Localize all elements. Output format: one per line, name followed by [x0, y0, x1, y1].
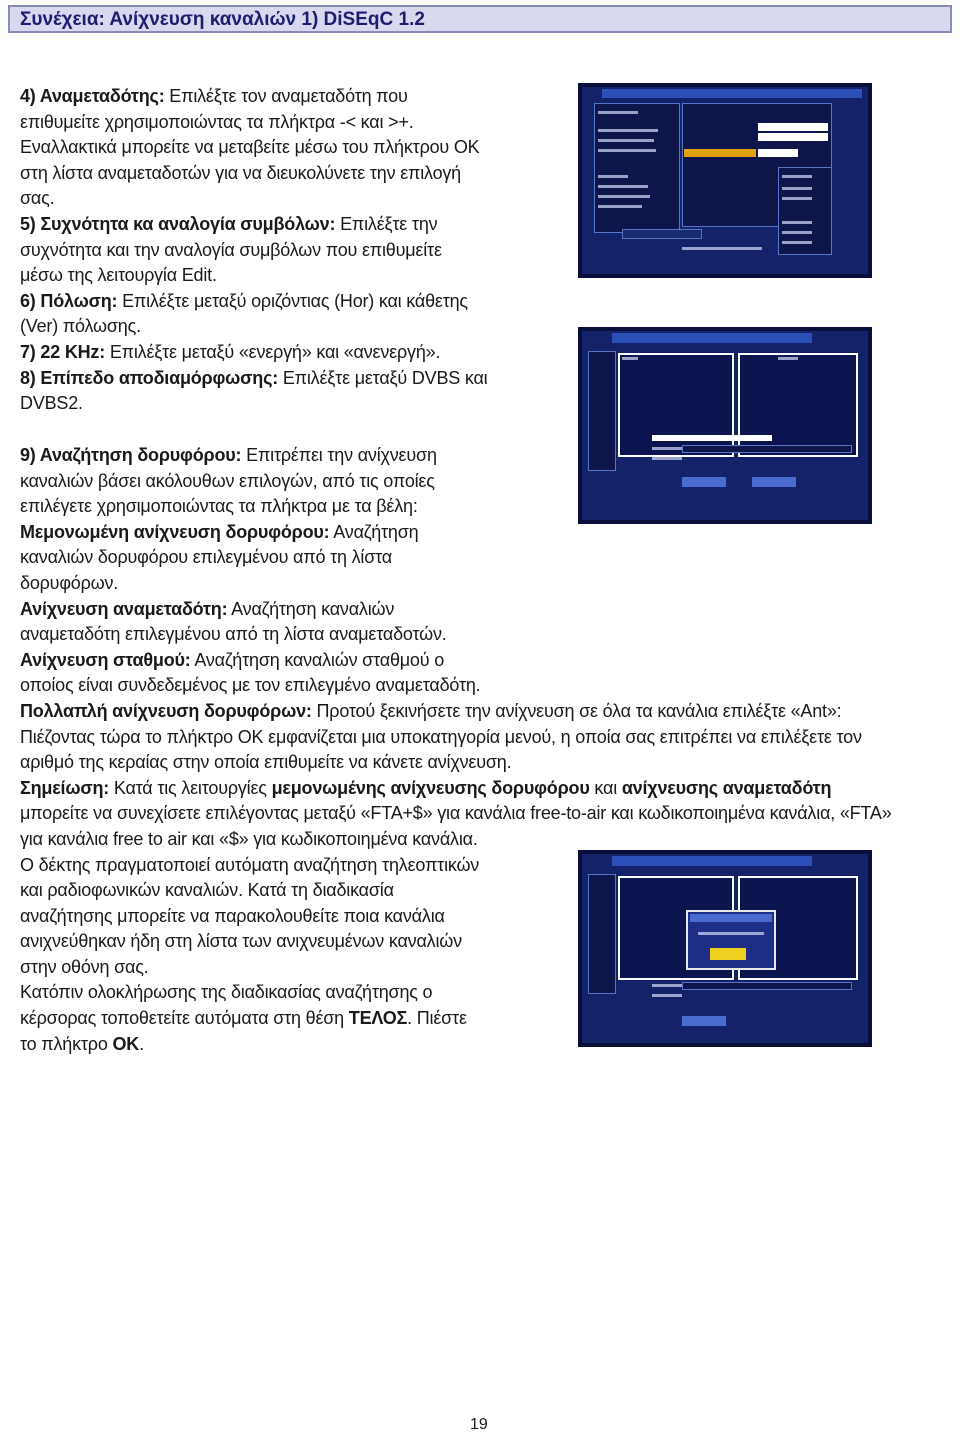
term-frequency: 5) Συχνότητα κα αναλογία συμβόλων: — [20, 213, 336, 234]
paragraph-transponder — [20, 84, 575, 110]
value-field — [758, 149, 798, 157]
term-note: Σημείωση: — [20, 777, 110, 798]
status-line — [652, 447, 682, 450]
text-line: κέρσορας τοποθετείτε αυτόματα στη θέση — [20, 1008, 349, 1029]
term-single-search-ref: μεμονωμένης ανίχνευσης δορυφόρου — [271, 777, 590, 798]
label-line — [622, 357, 638, 360]
text-line: Αναζήτηση — [329, 521, 419, 542]
term-multi-search: Πολλαπλή ανίχνευση δορυφόρων: — [20, 700, 312, 721]
term-22khz: 7) 22 KHz: — [20, 341, 106, 362]
title-bar — [612, 333, 812, 343]
value-field — [758, 133, 828, 141]
text-block-settings — [20, 84, 575, 417]
list-line — [782, 221, 812, 224]
tv-list-pane — [618, 353, 734, 457]
left-panel — [588, 351, 616, 471]
text-line: για κανάλια free to air και «$» για κωδικοποιημένα κανάλια. — [20, 828, 478, 849]
text-line: (Ver) πόλωσης. — [20, 316, 141, 337]
text-line: καναλιών βάσει ακόλουθων επιλογών, από τις οποίες — [20, 470, 435, 491]
text-line: Επιλέξτε μεταξύ οριζόντιας (Hor) και κάθετης — [117, 290, 468, 311]
label-line — [598, 129, 658, 132]
progress-bar — [682, 445, 852, 453]
term-satellite-search: 9) Αναζήτηση δορυφόρου: — [20, 445, 242, 465]
text-line: μέσω της λειτουργία Edit. — [20, 265, 217, 286]
hint-line — [682, 247, 762, 250]
text-line: DVBS2. — [20, 393, 83, 414]
text-line: Κατόπιν ολοκλήρωσης της διαδικασίας αναζήτησης ο — [20, 982, 433, 1003]
term-single-search: Μεμονωμένη ανίχνευση δορυφόρου: — [20, 521, 330, 542]
list-line — [782, 241, 812, 244]
radio-list-pane — [738, 353, 858, 457]
left-panel — [594, 103, 680, 233]
value-field — [758, 123, 828, 131]
list-line — [782, 187, 812, 190]
term-tp-search-ref: ανίχνευσης αναμεταδότη — [621, 777, 832, 798]
page-title: Συνέχεια: Ανίχνευση καναλιών 1) DiSEqC 1.2 — [20, 9, 425, 30]
status-line — [652, 457, 682, 460]
text-line: Εναλλακτικά μπορείτε να μεταβείτε μέσω του πλήκτρου ΟΚ — [20, 137, 480, 158]
text-line: Ο δέκτης πραγματοποιεί αυτόματη αναζήτηση τηλεοπτικών — [20, 854, 480, 875]
term-polarization: 6) Πόλωση: — [20, 290, 118, 311]
text-line: σας. — [20, 188, 55, 209]
signal-bar — [622, 229, 702, 239]
text-line: αναζήτησης μπορείτε να παρακολουθείτε ποια κανάλια — [20, 905, 445, 926]
paragraph-tp-search — [20, 597, 950, 623]
text-line: Προτού ξεκινήσετε την ανίχνευση σε όλα τα κανάλια επιλέξτε «Ant»: — [311, 700, 842, 721]
text-line: δορυφόρων. — [20, 572, 119, 593]
text-line: Αναζήτηση καναλιών σταθμού ο — [190, 649, 445, 670]
progress-row — [652, 435, 772, 441]
text-line: Κατά τις λειτουργίες — [109, 777, 272, 798]
text-line: Επιτρέπει την ανίχνευση — [241, 445, 437, 465]
text-line: Επιλέξτε μεταξύ DVBS και — [278, 367, 488, 388]
text-line: και ραδιοφωνικών καναλιών. Κατά τη διαδικασία — [20, 880, 394, 901]
dialog-message — [698, 932, 764, 935]
dialog-title — [690, 914, 772, 922]
text-line: στη λίστα αναμεταδοτών για να διευκολύνετε την επιλογή — [20, 162, 461, 183]
text-line: μπορείτε να συνεχίσετε επιλέγοντας μεταξύ «FTA+$» για κανάλια free-to-air και κωδικοποιημένα κανάλια, «FTA» — [20, 803, 892, 824]
text-line: το πλήκτρο — [20, 1033, 113, 1054]
list-line — [782, 175, 812, 178]
text-line: στην οθόνη σας. — [20, 956, 149, 977]
screenshot-search-progress — [578, 327, 872, 524]
term-end: ΤΕΛΟΣ — [348, 1008, 408, 1029]
text-line: και — [589, 777, 622, 798]
paragraph-note — [20, 776, 950, 802]
list-line — [782, 231, 812, 234]
text-line: Επιλέξτε τον αναμεταδότη που — [164, 86, 408, 106]
text-line: επιθυμείτε χρησιμοποιώντας τα πλήκτρα -< και >+. — [20, 111, 414, 132]
text-line: Πιέζοντας τώρα το πλήκτρο ΟΚ εμφανίζεται μια υποκατηγορία μενού, η οποία σας επιτρέπει να επιλέξετε τον — [20, 726, 862, 747]
text-line: ανιχνεύθηκαν ήδη στη λίστα των ανιχνευμένων καναλιών — [20, 931, 462, 952]
list-line — [782, 197, 812, 200]
title-bar — [602, 89, 862, 98]
text-line: επιλέγετε χρησιμοποιώντας τα πλήκτρα με τα βέλη: — [20, 496, 418, 517]
cancel-button — [752, 477, 796, 487]
text-line: οποίος είναι συνδεδεμένος με τον επιλεγμένο αναμεταδότη. — [20, 675, 481, 696]
screen-frame — [582, 854, 868, 1043]
status-line — [652, 984, 682, 987]
text-line: καναλιών δορυφόρου επιλεγμένου από τη λίστα — [20, 547, 392, 568]
paragraph-station-search — [20, 648, 950, 674]
text-line: Αναζήτηση καναλιών — [227, 598, 395, 619]
text-line: . — [139, 1033, 144, 1054]
label-line — [598, 205, 642, 208]
left-panel — [588, 874, 616, 994]
label-line — [778, 357, 798, 360]
selected-row — [684, 149, 756, 157]
paragraph-22khz — [20, 340, 575, 366]
text-line: αριθμό της κεραίας στην οποία επιθυμείτε να κάνετε ανίχνευση. — [20, 752, 512, 773]
text-line: αναμεταδότη επιλεγμένου από τη λίστα αναμεταδοτών. — [20, 624, 447, 645]
text-line: συχνότητα και την αναλογία συμβόλων που επιθυμείτε — [20, 239, 442, 260]
paragraph-multi-search — [20, 699, 950, 725]
text-line: Επιλέξτε μεταξύ «ενεργή» και «ανενεργή». — [105, 341, 441, 362]
status-line — [652, 994, 682, 997]
text-line: Επιλέξτε την — [335, 213, 438, 234]
label-line — [598, 149, 656, 152]
next-button — [682, 1016, 726, 1026]
term-transponder: 4) Αναμεταδότης: — [20, 86, 165, 106]
screenshot-search-complete — [578, 850, 872, 1047]
paragraph-polarization — [20, 289, 575, 315]
dialog-ok-button — [710, 948, 746, 960]
label-line — [598, 175, 628, 178]
screen-frame — [582, 87, 868, 274]
label-line — [598, 111, 638, 114]
page-header-bar — [8, 5, 952, 33]
page-number: 19 — [470, 1416, 488, 1433]
screen-frame — [582, 331, 868, 520]
text-line: . Πιέστε — [407, 1008, 467, 1029]
term-ok: ΟΚ — [112, 1033, 140, 1054]
progress-bar — [682, 982, 852, 990]
paragraph-frequency — [20, 212, 575, 238]
label-line — [598, 195, 650, 198]
ok-button — [682, 477, 726, 487]
label-line — [598, 139, 654, 142]
screenshot-transponder-menu — [578, 83, 872, 278]
term-tp-search: Ανίχνευση αναμεταδότη: — [20, 598, 228, 619]
term-station-search: Ανίχνευση σταθμού: — [20, 649, 191, 670]
term-demodulation: 8) Επίπεδο αποδιαμόρφωσης: — [20, 367, 279, 388]
paragraph-demodulation — [20, 366, 575, 392]
label-line — [598, 185, 648, 188]
title-bar — [612, 856, 812, 866]
